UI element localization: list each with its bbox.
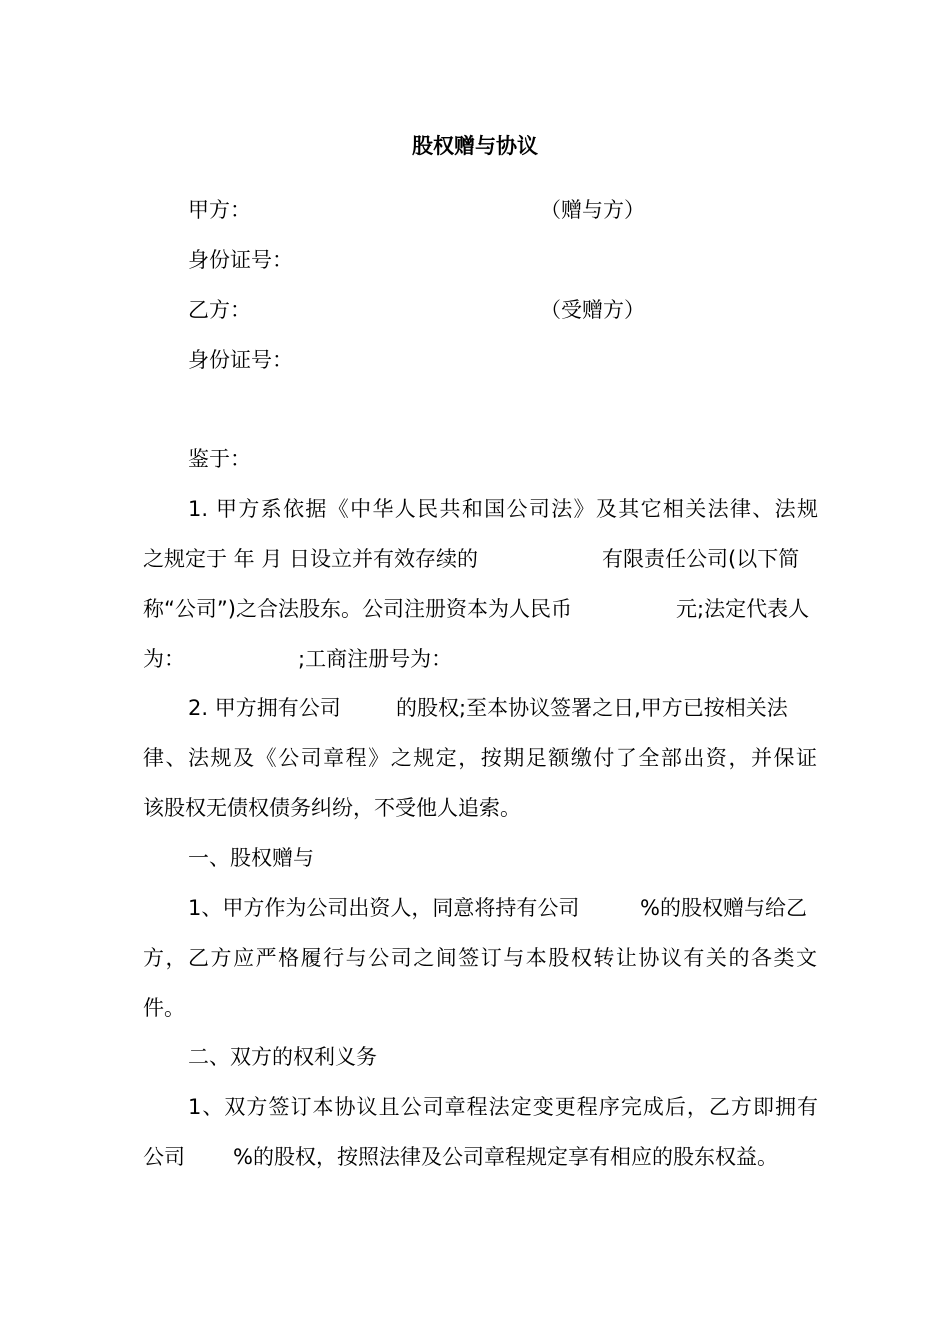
clause1-line4a: 为： bbox=[143, 647, 185, 671]
clause2-line1b: 的股权;至本协议签署之日,甲方已按相关法 bbox=[396, 696, 788, 720]
clause2-line2: 律、法规及《公司章程》之规定，按期足额缴付了全部出资，并保证 bbox=[143, 746, 817, 770]
clause1-line2a: 之规定于 年 月 日设立并有效存续的 bbox=[143, 547, 479, 571]
party-a-role: （赠与方） bbox=[540, 198, 645, 222]
section1-line3: 件。 bbox=[143, 996, 185, 1020]
party-b-role: （受赠方） bbox=[540, 298, 645, 322]
section1-heading: 一、股权赠与 bbox=[188, 846, 314, 870]
section2-line2a: 公司 bbox=[143, 1145, 185, 1169]
clause1-line1: 1. 甲方系依据《中华人民共和国公司法》及其它相关法律、法规 bbox=[188, 497, 818, 521]
party-b-label: 乙方： bbox=[188, 298, 251, 322]
clause2-line1a: 2. 甲方拥有公司 bbox=[188, 696, 341, 720]
section1-line1b: %的股权赠与给乙 bbox=[640, 896, 807, 920]
clause1-line2b: 有限责任公司(以下简 bbox=[602, 547, 800, 571]
section2-line1: 1、双方签订本协议且公司章程法定变更程序完成后，乙方即拥有 bbox=[188, 1095, 818, 1119]
document-title: 股权赠与协议 bbox=[412, 134, 538, 158]
clause1-line3b: 元;法定代表人 bbox=[676, 597, 810, 621]
clause2-line3: 该股权无债权债务纠纷，不受他人追索。 bbox=[143, 796, 521, 820]
section2-heading: 二、双方的权利义务 bbox=[188, 1045, 377, 1069]
clause1-line3a: 称“公司”)之合法股东。公司注册资本为人民币 bbox=[143, 597, 572, 621]
section1-line2: 方，乙方应严格履行与公司之间签订与本股权转让协议有关的各类文 bbox=[143, 946, 817, 970]
section1-line1a: 1、甲方作为公司出资人，同意将持有公司 bbox=[188, 896, 580, 920]
section2-line2b: %的股权，按照法律及公司章程规定享有相应的股东权益。 bbox=[233, 1145, 778, 1169]
party-a-label: 甲方： bbox=[188, 198, 251, 222]
party-a-id-label: 身份证号： bbox=[188, 248, 293, 272]
clause1-line4b: ;工商注册号为： bbox=[298, 647, 453, 671]
party-b-id-label: 身份证号： bbox=[188, 348, 293, 372]
whereas-label: 鉴于： bbox=[188, 447, 251, 471]
